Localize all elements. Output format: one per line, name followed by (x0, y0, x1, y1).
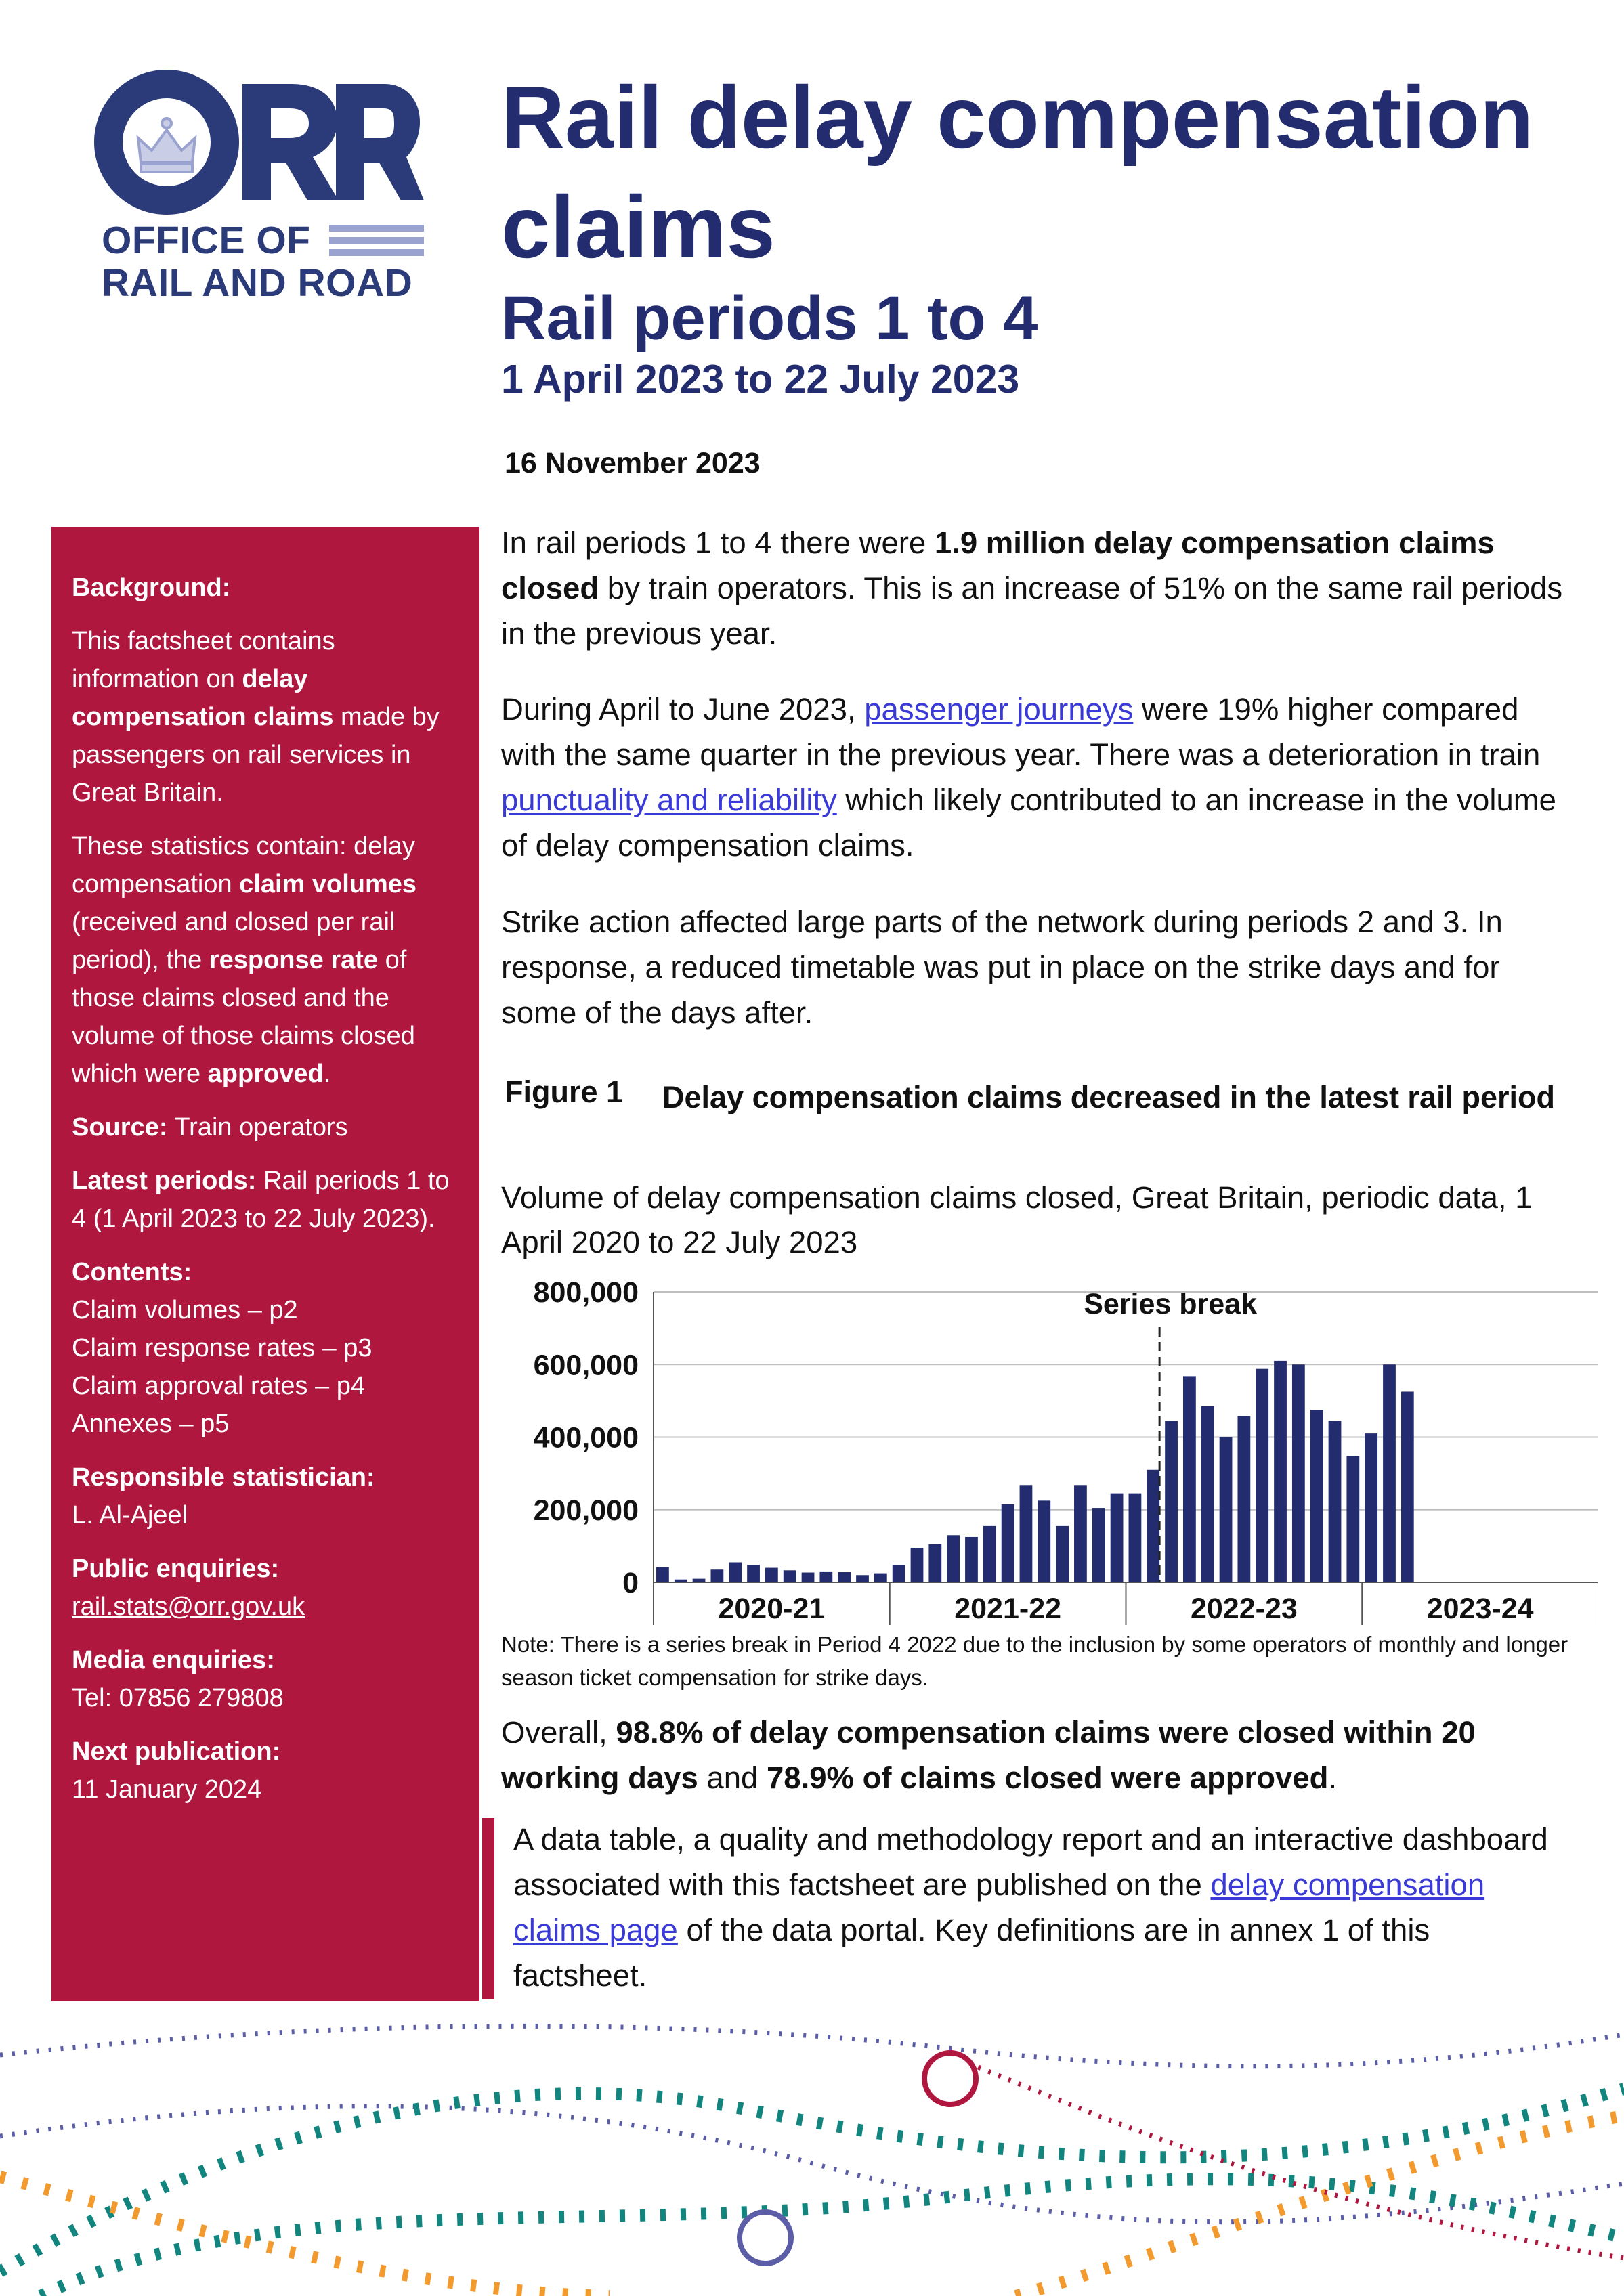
chart-bar (1220, 1437, 1233, 1583)
latest-periods-line (72, 1162, 459, 1238)
text-run: were 19% higher compared with the same quarter in the previous year. There was a deterioration in train (501, 692, 1541, 772)
chart-bar (819, 1572, 832, 1582)
page-subtitle: Rail periods 1 to 4 (501, 284, 1038, 353)
text-emphasis: 1.9 million delay compensation claims closed (501, 525, 1495, 605)
strike-paragraph: Strike action affected large parts of the network during periods 2 and 3. In response, a reduced timetable was put in place on the strike days and for some of the days after. (501, 905, 1503, 1030)
background-heading: Background: (72, 573, 231, 602)
chart-bar (928, 1544, 941, 1582)
y-tick-label: 800,000 (533, 1276, 639, 1309)
chart-bar (1274, 1361, 1287, 1582)
chart-bar (711, 1569, 724, 1582)
chart-bar (983, 1526, 996, 1582)
track-line-teal (0, 2089, 1624, 2272)
chart-bar (1346, 1456, 1359, 1582)
data-portal-paragraph (513, 1817, 1570, 1998)
y-tick-label: 0 (622, 1567, 639, 1599)
statistician-section (72, 1458, 459, 1534)
x-tick-label: 2021-22 (954, 1593, 1062, 1625)
text-run: During April to June 2023, (501, 692, 865, 727)
contents-item[interactable]: Claim volumes – p2 (72, 1296, 298, 1324)
chart-bar (1201, 1406, 1214, 1582)
background-paragraph-2 (72, 827, 459, 1093)
media-enquiries-heading: Media enquiries: (72, 1646, 275, 1674)
chart-bar (893, 1565, 905, 1582)
text-run: by train operators. This is an increase of 51% on the same rail periods in the previous year. (501, 571, 1563, 651)
series-break-label: Series break (1084, 1288, 1258, 1320)
station-circle-icon (740, 2212, 791, 2263)
x-tick-label: 2020-21 (718, 1593, 826, 1625)
y-tick-label: 600,000 (533, 1349, 639, 1382)
org-name-line2: RAIL AND ROAD (102, 261, 413, 305)
statistician-name: L. Al-Ajeel (72, 1501, 188, 1530)
track-line-orange (0, 2177, 610, 2296)
figure-label: Figure 1 (505, 1075, 624, 1109)
text-emphasis: delay compensation claims (72, 665, 334, 731)
contents-item[interactable]: Claim approval rates – p4 (72, 1372, 365, 1400)
chart-bar (947, 1535, 960, 1582)
figure-description: Volume of delay compensation claims closed, Great Britain, periodic data, 1 April 2020 to 22 July 2023 (501, 1180, 1533, 1259)
contents-item[interactable]: Annexes – p5 (72, 1410, 230, 1438)
chart-bar (856, 1575, 869, 1582)
chart-bar (1147, 1470, 1159, 1582)
chart-bar (1256, 1369, 1268, 1582)
figure-note: Note: There is a series break in Period 4 2022 due to the inclusion by some operators of monthly and longer season ticket compensation for strike days. (501, 1632, 1568, 1690)
orr-logo (92, 68, 424, 311)
chart-bar (1038, 1500, 1050, 1582)
chart-bar (965, 1537, 978, 1582)
chart-bar (1020, 1485, 1033, 1582)
text-run: which likely contributed to an increase in the volume of delay compensation claims. (501, 783, 1556, 863)
latest-periods-value: Rail periods 1 to 4 (1 April 2023 to 22 July 2023). (72, 1167, 450, 1233)
text-run: . (1328, 1760, 1338, 1795)
next-publication-section (72, 1733, 459, 1808)
chart-bar (911, 1548, 924, 1582)
media-telephone: Tel: 07856 279808 (72, 1684, 284, 1712)
chart-bar (1401, 1391, 1414, 1582)
page-title: Rail delay compensation claims (501, 68, 1534, 276)
chart-bar (1365, 1433, 1377, 1582)
text-run: (received and closed per rail period), the (72, 908, 396, 974)
text-run: of those claims closed and the volume of those claims closed which were (72, 946, 415, 1088)
chart-bar (1092, 1508, 1105, 1582)
intro-paragraph (501, 520, 1571, 656)
contents-section (72, 1253, 459, 1443)
publication-date: 16 November 2023 (505, 447, 761, 479)
chart-bar (1056, 1526, 1069, 1582)
chart-bar (1383, 1364, 1396, 1582)
text-run: A data table, a quality and methodology report and an interactive dashboard associated with this factsheet are published on the (513, 1822, 1548, 1902)
text-run: These statistics contain: delay compensation (72, 832, 415, 898)
delay-compensation-claims-page-link[interactable]: delay compensation claims page (513, 1867, 1485, 1947)
chart-bar (1074, 1485, 1087, 1582)
chart-gridlines (654, 1292, 1598, 1510)
chart-bar (1292, 1364, 1305, 1582)
claims-bar-chart (488, 1273, 1598, 1625)
chart-bar (729, 1563, 742, 1582)
station-circle-icon (924, 2053, 976, 2104)
chart-bar (1310, 1410, 1323, 1582)
chart-bar (802, 1573, 815, 1582)
chart-bar (838, 1572, 851, 1582)
text-emphasis: 98.8% of delay compensation claims were closed within 20 working days (501, 1715, 1476, 1795)
sidebar-panel (51, 527, 479, 2001)
source-line (72, 1108, 459, 1146)
chart-bar (874, 1574, 887, 1582)
next-publication-date: 11 January 2024 (72, 1775, 262, 1804)
chart-bar (1129, 1494, 1142, 1582)
public-enquiries-section (72, 1550, 459, 1626)
x-tick-label: 2023-24 (1426, 1593, 1534, 1625)
track-line-purple (0, 2026, 1624, 2066)
text-run: . (323, 1060, 331, 1088)
road-lines-icon (329, 225, 424, 256)
text-emphasis: response rate (209, 946, 379, 974)
y-tick-label: 200,000 (533, 1494, 639, 1527)
passenger-journeys-link[interactable]: passenger journeys (864, 692, 1134, 727)
y-tick-label: 400,000 (533, 1421, 639, 1454)
orr-monogram-icon (92, 68, 424, 217)
chart-bar (1002, 1504, 1014, 1582)
source-label: Source: (72, 1113, 168, 1142)
track-line-orange-2 (1016, 2116, 1624, 2296)
track-line-purple-2 (0, 2106, 1624, 2222)
journeys-paragraph (501, 687, 1571, 868)
chart-bar (1237, 1416, 1250, 1582)
chart-bar (1165, 1421, 1178, 1582)
org-name-line1: OFFICE OF (102, 219, 311, 262)
chart-bar (1183, 1376, 1196, 1582)
chart-bar (784, 1570, 796, 1582)
chart-bar (765, 1568, 778, 1582)
chart-bar (747, 1565, 760, 1582)
public-email-link[interactable]: rail.stats@orr.gov.uk (72, 1593, 305, 1621)
chart-bars (656, 1361, 1414, 1582)
text-run: In rail periods 1 to 4 there were (501, 525, 935, 560)
statistician-heading: Responsible statistician: (72, 1463, 375, 1492)
text-emphasis: 78.9% of claims closed were approved (766, 1760, 1329, 1795)
text-run: and (698, 1760, 767, 1795)
date-range: 1 April 2023 to 22 July 2023 (501, 357, 1020, 402)
decorative-track-lines (0, 2014, 1624, 2296)
chart-bar (1111, 1494, 1124, 1582)
track-line-teal-2 (41, 2179, 1624, 2296)
contents-heading: Contents: (72, 1258, 192, 1286)
contents-item[interactable]: Claim response rates – p3 (72, 1334, 372, 1362)
latest-periods-label: Latest periods: (72, 1167, 257, 1195)
chart-bar (656, 1567, 669, 1582)
text-run: made by passengers on rail services in Great Britain. (72, 703, 440, 807)
text-emphasis: claim volumes (239, 870, 417, 898)
figure-title: Delay compensation claims decreased in the latest rail period (662, 1080, 1555, 1114)
background-paragraph-1 (72, 622, 459, 812)
next-publication-heading: Next publication: (72, 1737, 281, 1766)
background-section (72, 569, 459, 607)
punctuality-reliability-link[interactable]: punctuality and reliability (501, 783, 837, 817)
text-run: of the data portal. Key definitions are in annex 1 of this factsheet. (513, 1913, 1430, 1993)
text-run: Overall, (501, 1715, 616, 1750)
media-enquiries-section (72, 1641, 459, 1717)
summary-paragraph (501, 1710, 1571, 1800)
public-enquiries-heading: Public enquiries: (72, 1555, 280, 1583)
source-value: Train operators (167, 1113, 348, 1142)
x-tick-label: 2022-23 (1190, 1593, 1298, 1625)
callout-rule (482, 1818, 494, 1999)
y-axis-labels (534, 1276, 639, 1599)
text-emphasis: approved (207, 1060, 324, 1088)
text-run: This factsheet contains information on (72, 627, 335, 693)
chart-bar (1329, 1421, 1342, 1582)
